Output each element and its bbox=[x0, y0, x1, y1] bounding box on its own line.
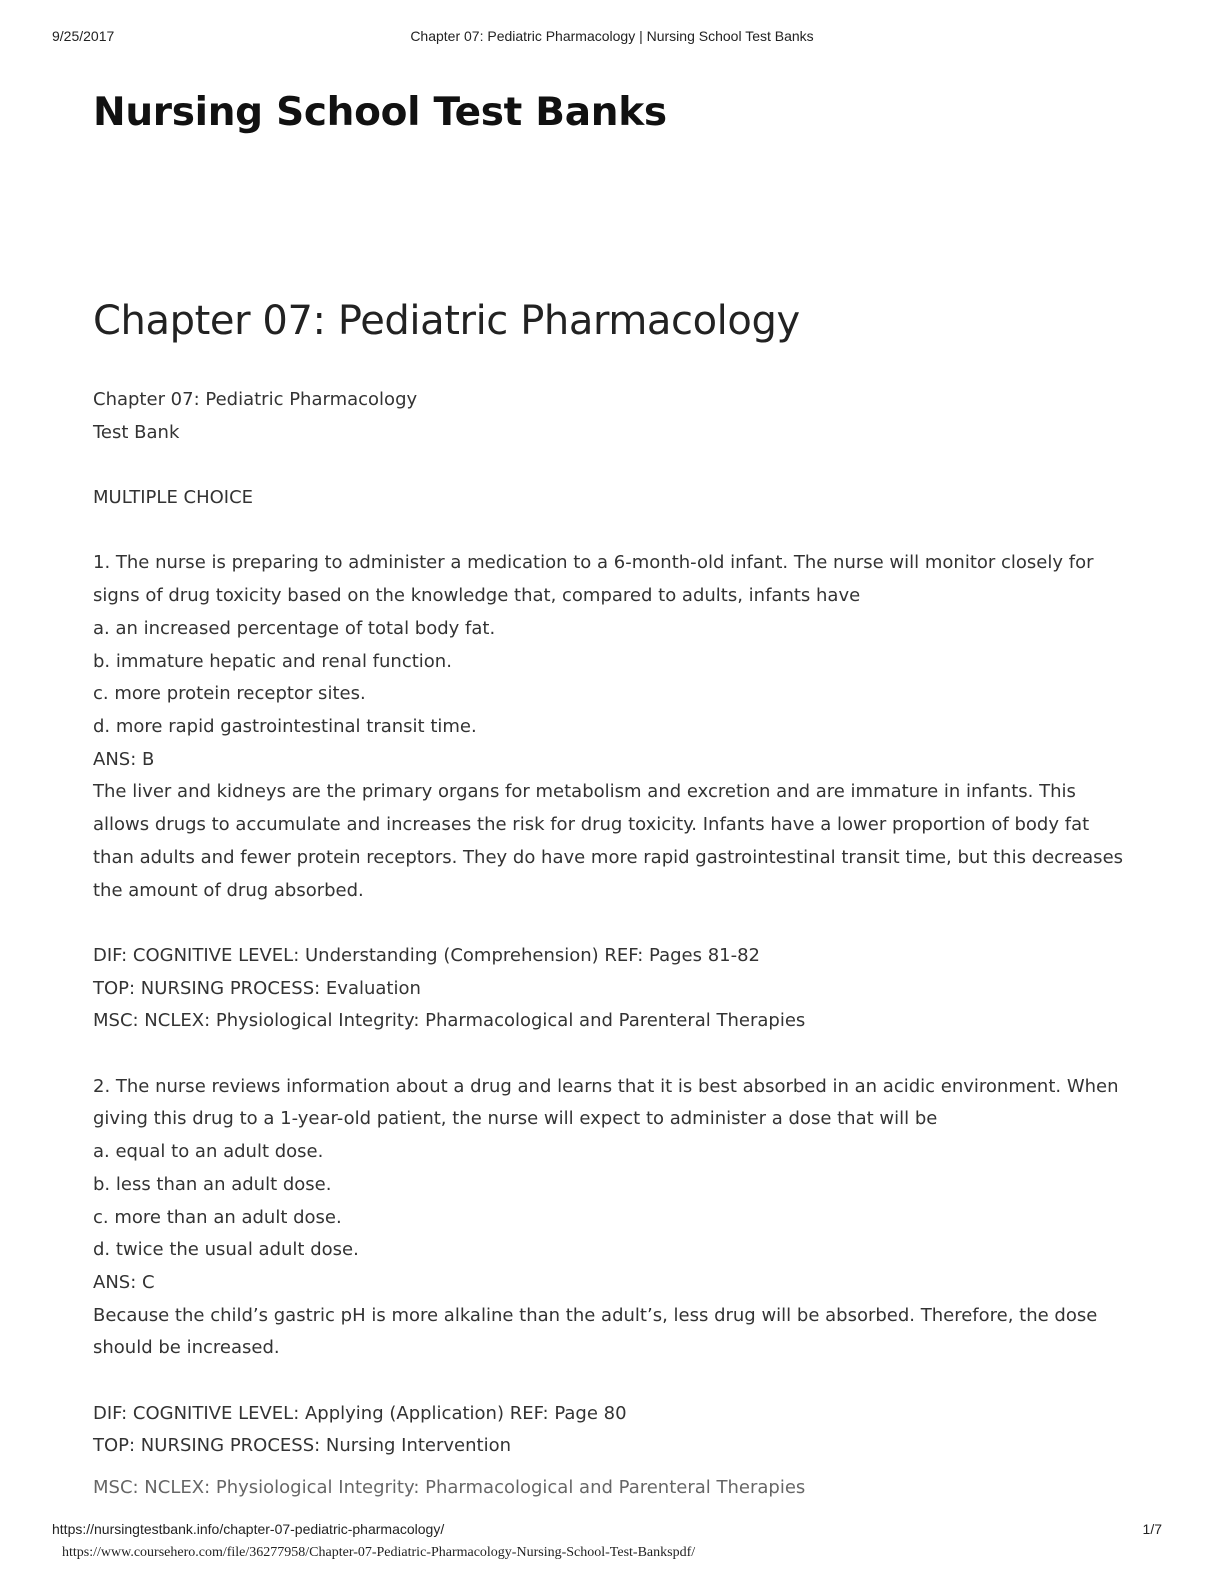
print-date: 9/25/2017 bbox=[52, 28, 115, 44]
source-url[interactable]: https://www.coursehero.com/file/36277958/Chapter-07-Pediatric-Pharmacology-Nursing-School-Test-Bankspdf/ bbox=[62, 1545, 696, 1560]
question-text: 2. The nurse reviews information about a drug and learns that it is best absorbed in an acidic environment. When giving this drug to a 1-year-old patient, the nurse will expect to administer a dose that will be bbox=[93, 1075, 1119, 1130]
difficulty-meta: DIF: COGNITIVE LEVEL: Understanding (Comprehension) REF: Pages 81-82 bbox=[93, 944, 761, 966]
question-block bbox=[93, 1071, 1133, 1463]
section-label: MULTIPLE CHOICE bbox=[93, 487, 254, 509]
question-block bbox=[93, 547, 1133, 1038]
answer-option: c. more protein receptor sites. bbox=[93, 683, 366, 705]
topic-meta: TOP: NURSING PROCESS: Evaluation bbox=[93, 977, 421, 999]
answer-option: b. less than an adult dose. bbox=[93, 1173, 332, 1195]
rationale: Because the child’s gastric pH is more alkaline than the adult’s, less drug will be absorbed. Therefore, the dose should be increased. bbox=[93, 1304, 1098, 1359]
answer-option: a. equal to an adult dose. bbox=[93, 1141, 324, 1163]
correct-answer: ANS: B bbox=[93, 748, 155, 770]
difficulty-meta: DIF: COGNITIVE LEVEL: Applying (Application) REF: Page 80 bbox=[93, 1402, 627, 1424]
intro-line: Test Bank bbox=[93, 421, 180, 443]
correct-answer: ANS: C bbox=[93, 1271, 155, 1293]
intro-line: Chapter 07: Pediatric Pharmacology bbox=[93, 389, 418, 410]
nclex-meta: MSC: NCLEX: Physiological Integrity: Pharmacological and Parenteral Therapies bbox=[93, 1477, 806, 1498]
answer-option: b. immature hepatic and renal function. bbox=[93, 650, 452, 672]
page-title: Chapter 07: Pediatric Pharmacology bbox=[93, 298, 800, 344]
nclex-meta: MSC: NCLEX: Physiological Integrity: Pharmacological and Parenteral Therapies bbox=[93, 1010, 806, 1032]
answer-option: d. more rapid gastrointestinal transit time. bbox=[93, 716, 477, 737]
topic-meta: TOP: NURSING PROCESS: Nursing Intervention bbox=[93, 1435, 511, 1457]
answer-option: d. twice the usual adult dose. bbox=[93, 1239, 359, 1261]
print-footer-url[interactable]: https://nursingtestbank.info/chapter-07-pediatric-pharmacology/ bbox=[52, 1521, 445, 1537]
rationale: The liver and kidneys are the primary organs for metabolism and excretion and are immature in infants. This allows drugs to accumulate and increases the risk for drug toxicity. Infants have a lower proportion of body fat than adults and fewer protein receptors. They do have more rapid gastrointestinal transit time, but this decreases the amount of drug absorbed. bbox=[93, 781, 1124, 901]
answer-option: c. more than an adult dose. bbox=[93, 1206, 342, 1228]
page-number: 1/7 bbox=[1142, 1521, 1162, 1537]
print-header-title: Chapter 07: Pediatric Pharmacology | Nursing School Test Banks bbox=[410, 28, 814, 44]
question-text: 1. The nurse is preparing to administer a medication to a 6-month-old infant. The nurse will monitor closely for signs of drug toxicity based on the knowledge that, compared to adults, infants have bbox=[93, 552, 1094, 607]
answer-option: a. an increased percentage of total body fat. bbox=[93, 617, 496, 639]
article-body bbox=[93, 384, 1133, 1463]
site-title[interactable]: Nursing School Test Banks bbox=[93, 90, 667, 135]
